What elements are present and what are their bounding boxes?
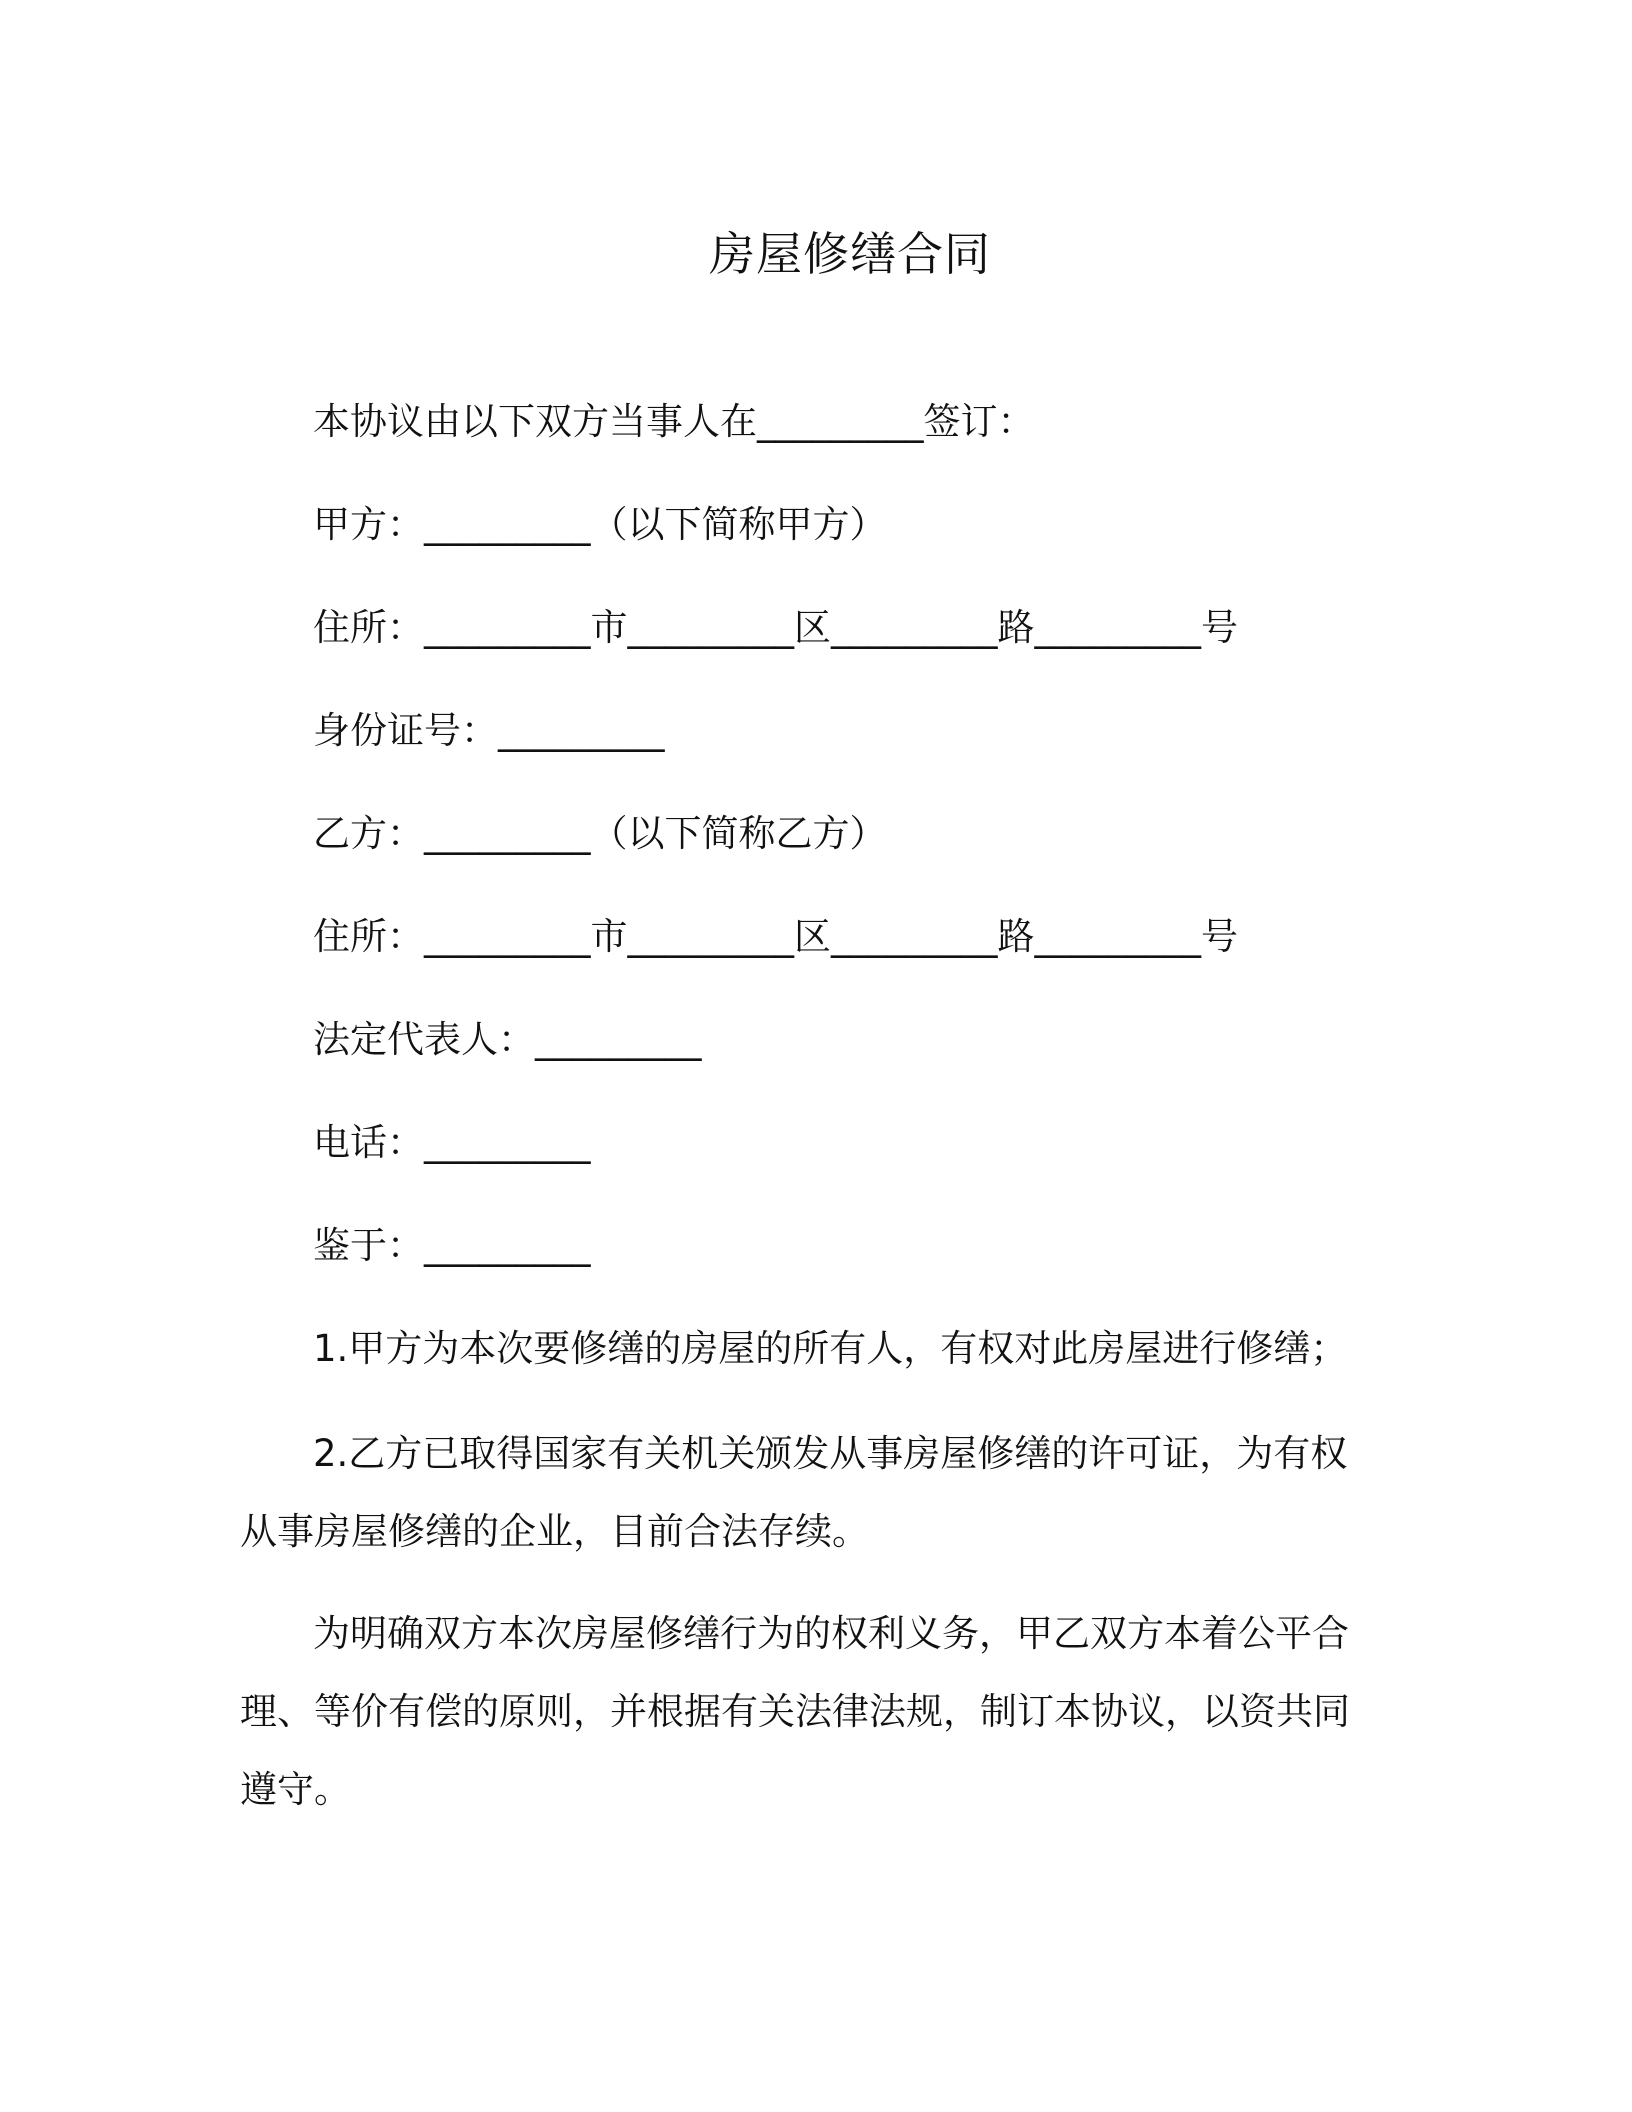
recital-1-line: 1.甲方为本次要修缮的房屋的所有人，有权对此房屋进行修缮； bbox=[313, 1327, 1348, 1370]
party-a-line: 甲方：_________（以下简称甲方） bbox=[313, 503, 887, 546]
party-b-line: 乙方：_________（以下简称乙方） bbox=[313, 812, 887, 855]
recital-2-paragraph: 2.乙方已取得国家有关机关颁发从事房屋修缮的许可证，为有权从事房屋修缮的企业，目前合法存续。 bbox=[240, 1432, 1348, 1553]
document-title: 房屋修缮合同 bbox=[709, 227, 991, 281]
party-b-address-line: 住所：_________市_________区_________路_________号 bbox=[313, 915, 1238, 958]
phone-line: 电话：_________ bbox=[313, 1121, 591, 1164]
signing-location-line: 本协议由以下双方当事人在_________签订： bbox=[313, 400, 1035, 443]
id-number-line: 身份证号：_________ bbox=[313, 709, 665, 752]
whereas-line: 鉴于：_________ bbox=[313, 1224, 591, 1267]
legal-representative-line: 法定代表人：_________ bbox=[313, 1018, 702, 1061]
party-a-address-line: 住所：_________市_________区_________路_________号 bbox=[313, 606, 1238, 649]
purpose-paragraph: 为明确双方本次房屋修缮行为的权利义务，甲乙双方本着公平合理、等价有偿的原则，并根据有关法律法规，制订本协议，以资共同遵守。 bbox=[240, 1612, 1350, 1811]
